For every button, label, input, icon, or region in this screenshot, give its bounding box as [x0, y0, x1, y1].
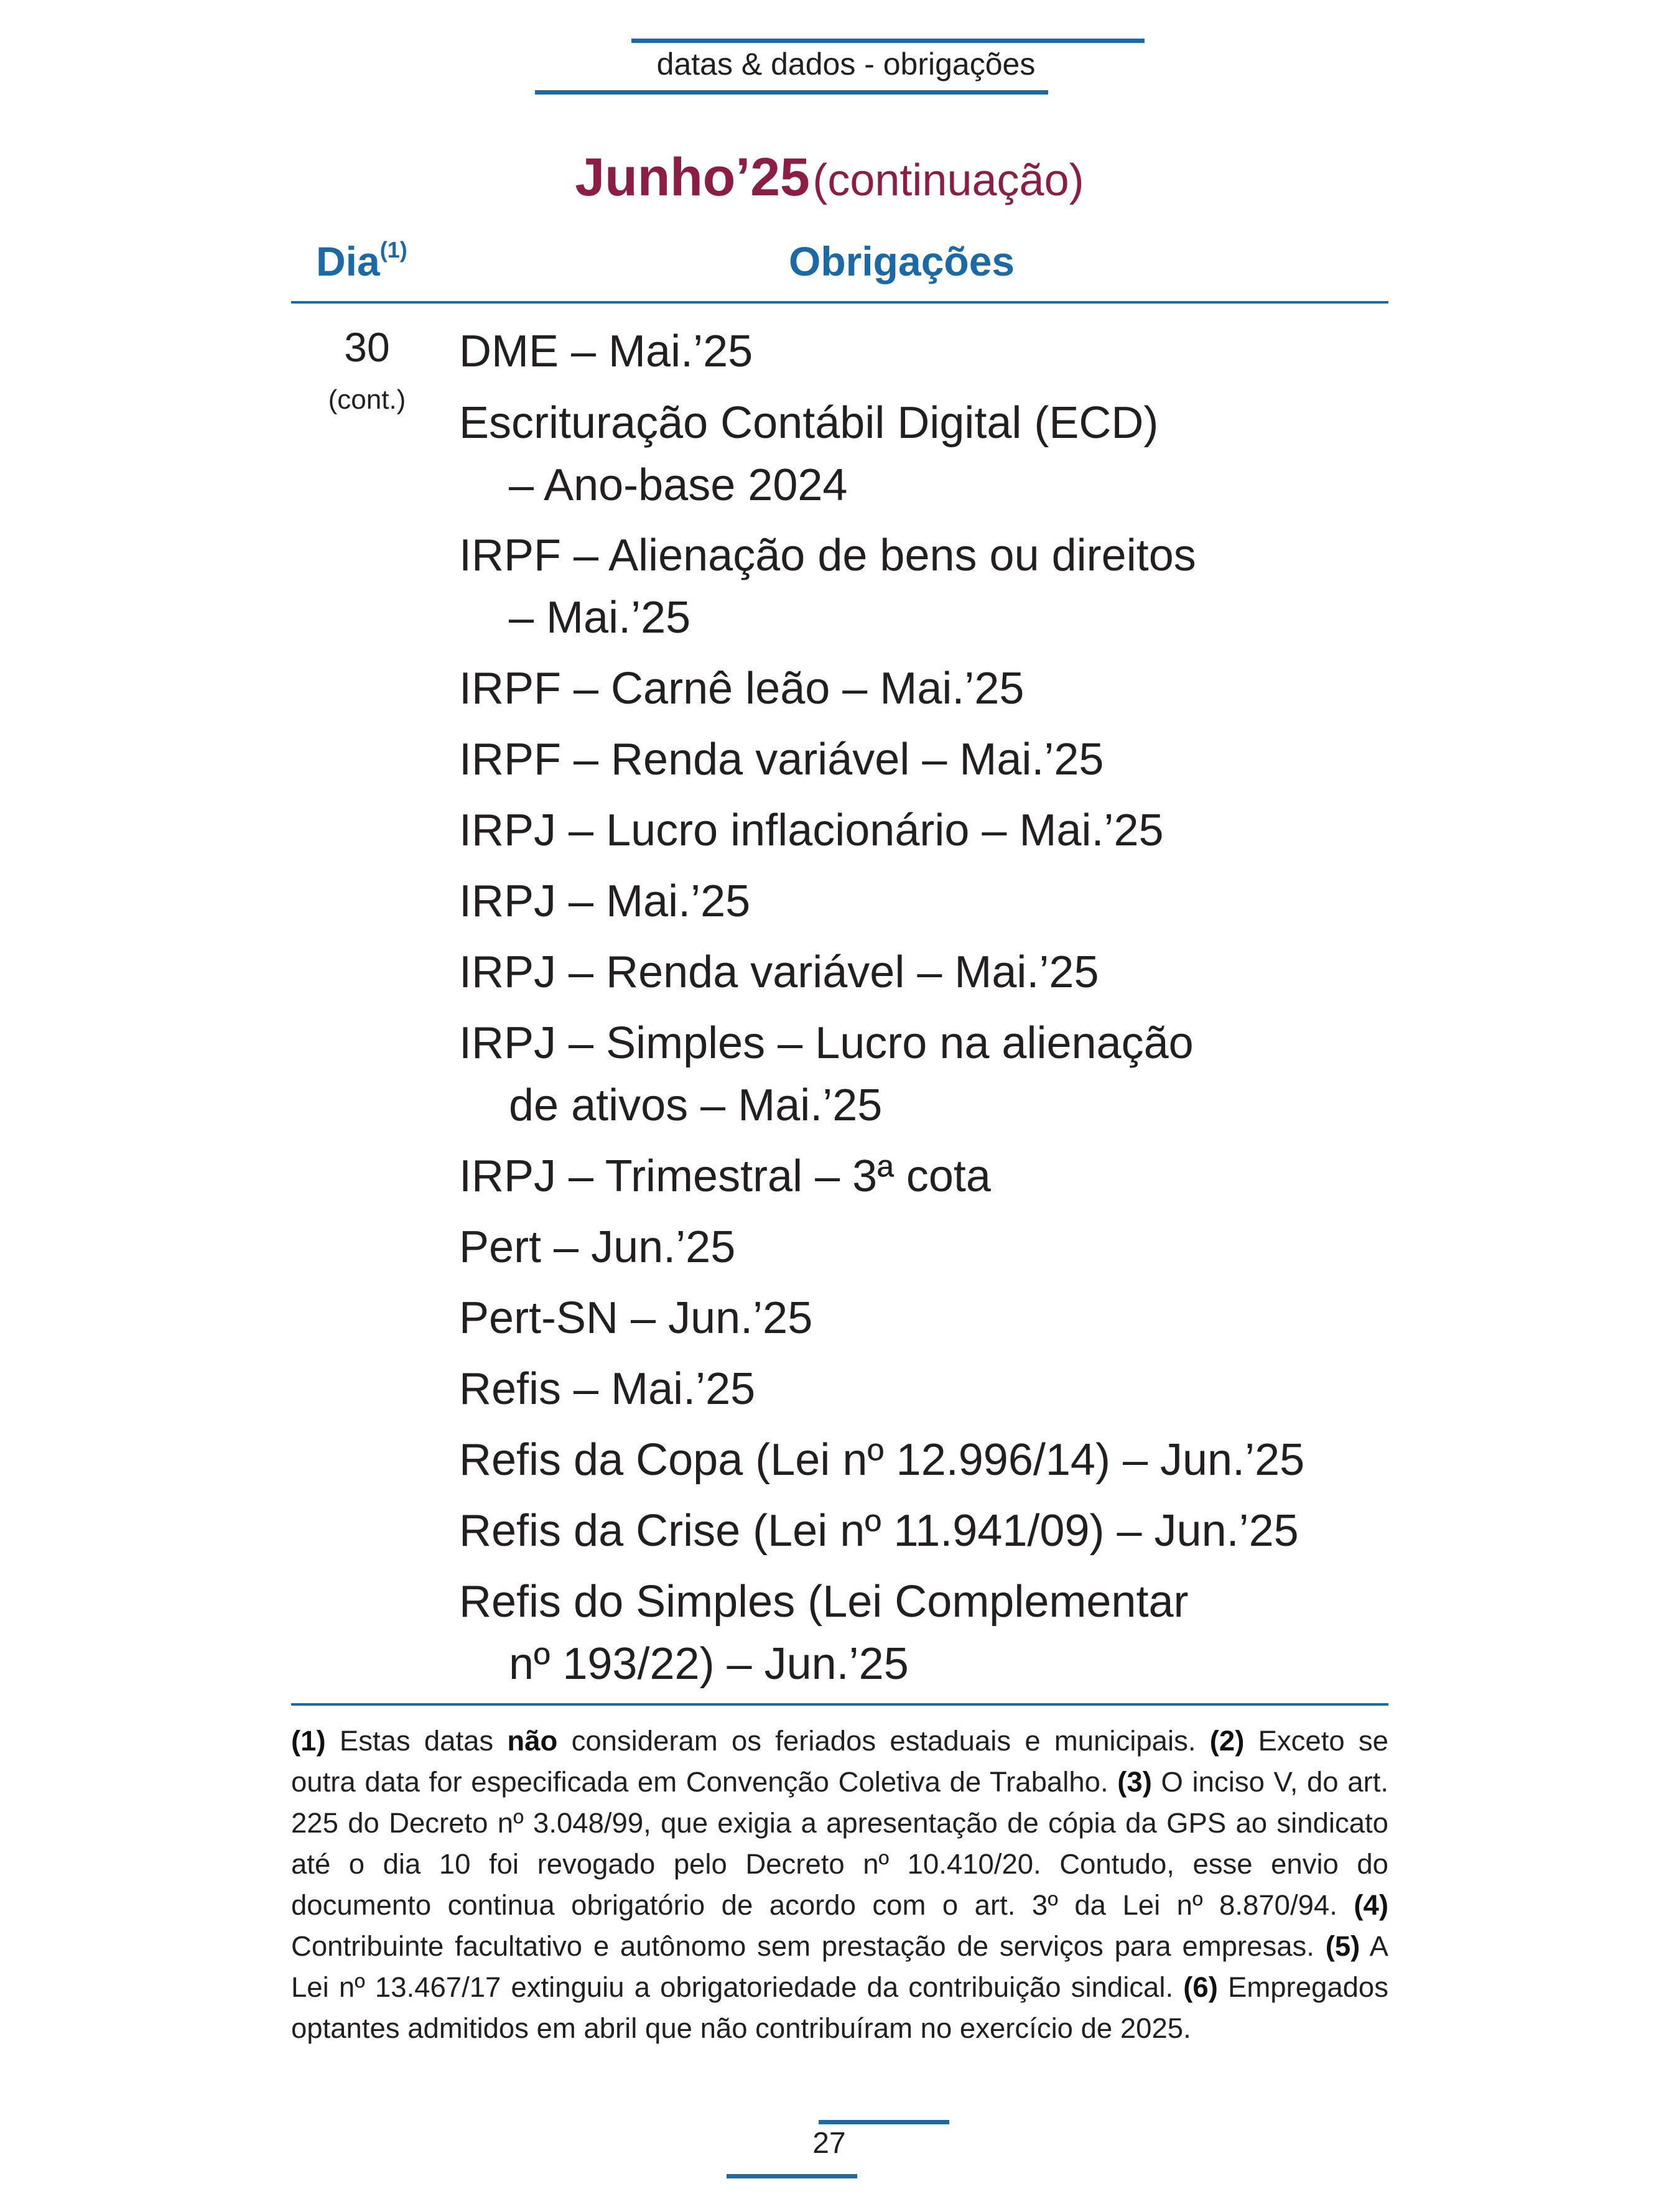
obligation-text: IRPJ – Trimestral – 3ª cota	[459, 1151, 991, 1201]
obligation-text: Pert – Jun.’25	[459, 1222, 736, 1272]
list-item	[459, 392, 1392, 516]
list-item	[459, 1358, 1392, 1420]
footnote-marker: (3)	[1117, 1766, 1152, 1798]
page-title	[0, 147, 1659, 208]
obligation-text: IRPF – Renda variável – Mai.’25	[459, 735, 1104, 784]
list-item	[459, 941, 1392, 1003]
list-item	[459, 870, 1392, 932]
page-number: 27	[812, 2127, 846, 2160]
footnote-marker: (4)	[1354, 1889, 1388, 1921]
footnote-marker: (1)	[291, 1725, 326, 1757]
section-header: datas & dados - obrigações	[656, 47, 1036, 81]
list-item	[459, 1145, 1392, 1207]
obligation-continuation: – Mai.’25	[509, 593, 691, 643]
obligation-continuation: de ativos – Mai.’25	[509, 1080, 883, 1130]
column-day-label: Dia	[316, 238, 380, 284]
header-rule-bottom	[535, 90, 1048, 95]
list-item	[459, 524, 1392, 649]
day-continuation-note: (cont.)	[328, 384, 406, 415]
obligation-continuation: – Ano-base 2024	[509, 460, 848, 510]
footnote-marker: (5)	[1325, 1930, 1360, 1962]
list-item	[459, 1216, 1392, 1278]
table-header-rule	[291, 301, 1388, 304]
list-item	[459, 1571, 1392, 1695]
footnote-marker: (6)	[1183, 1971, 1218, 2003]
table-footer-rule	[291, 1703, 1388, 1706]
footnote-text: consideram os feriados estaduais e municipais.	[571, 1725, 1196, 1757]
day-number: 30	[344, 324, 390, 370]
column-day-note: (1)	[379, 237, 407, 263]
obligation-text: DME – Mai.’25	[459, 327, 753, 376]
footnote-text: Contribuinte facultativo e autônomo sem prestação de serviços para empresas.	[291, 1930, 1314, 1962]
obligation-continuation: nº 193/22) – Jun.’25	[509, 1639, 909, 1689]
obligation-text: Refis da Copa (Lei nº 12.996/14) – Jun.’25	[459, 1435, 1305, 1485]
obligation-text: IRPF – Alienação de bens ou direitos	[459, 531, 1196, 580]
obligation-text: IRPJ – Simples – Lucro na alienação	[459, 1018, 1194, 1068]
header-rule-top	[631, 39, 1145, 43]
title-suffix: (continuação)	[812, 156, 1084, 205]
footnote-text: Empregados optantes admitidos em abril que não contribuíram no exercício de 2025.	[291, 1971, 1388, 2044]
obligation-text: IRPJ – Renda variável – Mai.’25	[459, 947, 1099, 997]
list-item	[459, 1012, 1392, 1136]
column-header-day	[316, 238, 407, 285]
obligation-text: Refis do Simples (Lei Complementar	[459, 1577, 1189, 1627]
list-item	[459, 799, 1392, 862]
obligation-text: Pert-SN – Jun.’25	[459, 1293, 813, 1343]
footnote-text: A Lei nº 13.467/17 extinguiu a obrigatoriedade da contribuição sindical.	[291, 1930, 1388, 2003]
page-number-rule-top	[819, 2120, 949, 2124]
footnote-text: O inciso V, do art. 225 do Decreto nº 3.048/99, que exigia a apresentação de cópia da GPS ao sindicato até o dia 10 foi revogado pelo Decreto nº 10.410/20. Contudo, esse envio do documento continua obrigatório de acordo com o art. 3º da Lei nº 8.870/94.	[291, 1766, 1388, 1921]
obligation-text: IRPJ – Mai.’25	[459, 876, 751, 926]
page-number-rule-bottom	[727, 2174, 857, 2178]
list-item	[459, 1287, 1392, 1349]
footnote-text: Exceto se outra data for especificada em Convenção Coletiva de Trabalho.	[291, 1725, 1388, 1798]
footnote-text: Estas datas	[339, 1725, 494, 1757]
list-item	[459, 1429, 1392, 1491]
column-obligations-label: Obrigações	[789, 238, 1015, 284]
obligation-text: IRPJ – Lucro inflacionário – Mai.’25	[459, 806, 1164, 855]
obligation-text: IRPF – Carnê leão – Mai.’25	[459, 664, 1025, 713]
list-item	[459, 658, 1392, 720]
footnote-marker: (2)	[1209, 1725, 1245, 1757]
list-item	[459, 728, 1392, 791]
footnote-emphasis: não	[507, 1725, 558, 1757]
obligation-text: Refis – Mai.’25	[459, 1364, 756, 1414]
title-month: Junho’25	[575, 147, 810, 207]
obligation-text: Refis da Crise (Lei nº 11.941/09) – Jun.’25	[459, 1506, 1299, 1556]
footnotes	[291, 1721, 1388, 2049]
list-item	[459, 1500, 1392, 1562]
obligation-text: Escrituração Contábil Digital (ECD)	[459, 398, 1159, 448]
list-item	[459, 320, 1392, 383]
column-header-obligations	[789, 238, 1015, 285]
